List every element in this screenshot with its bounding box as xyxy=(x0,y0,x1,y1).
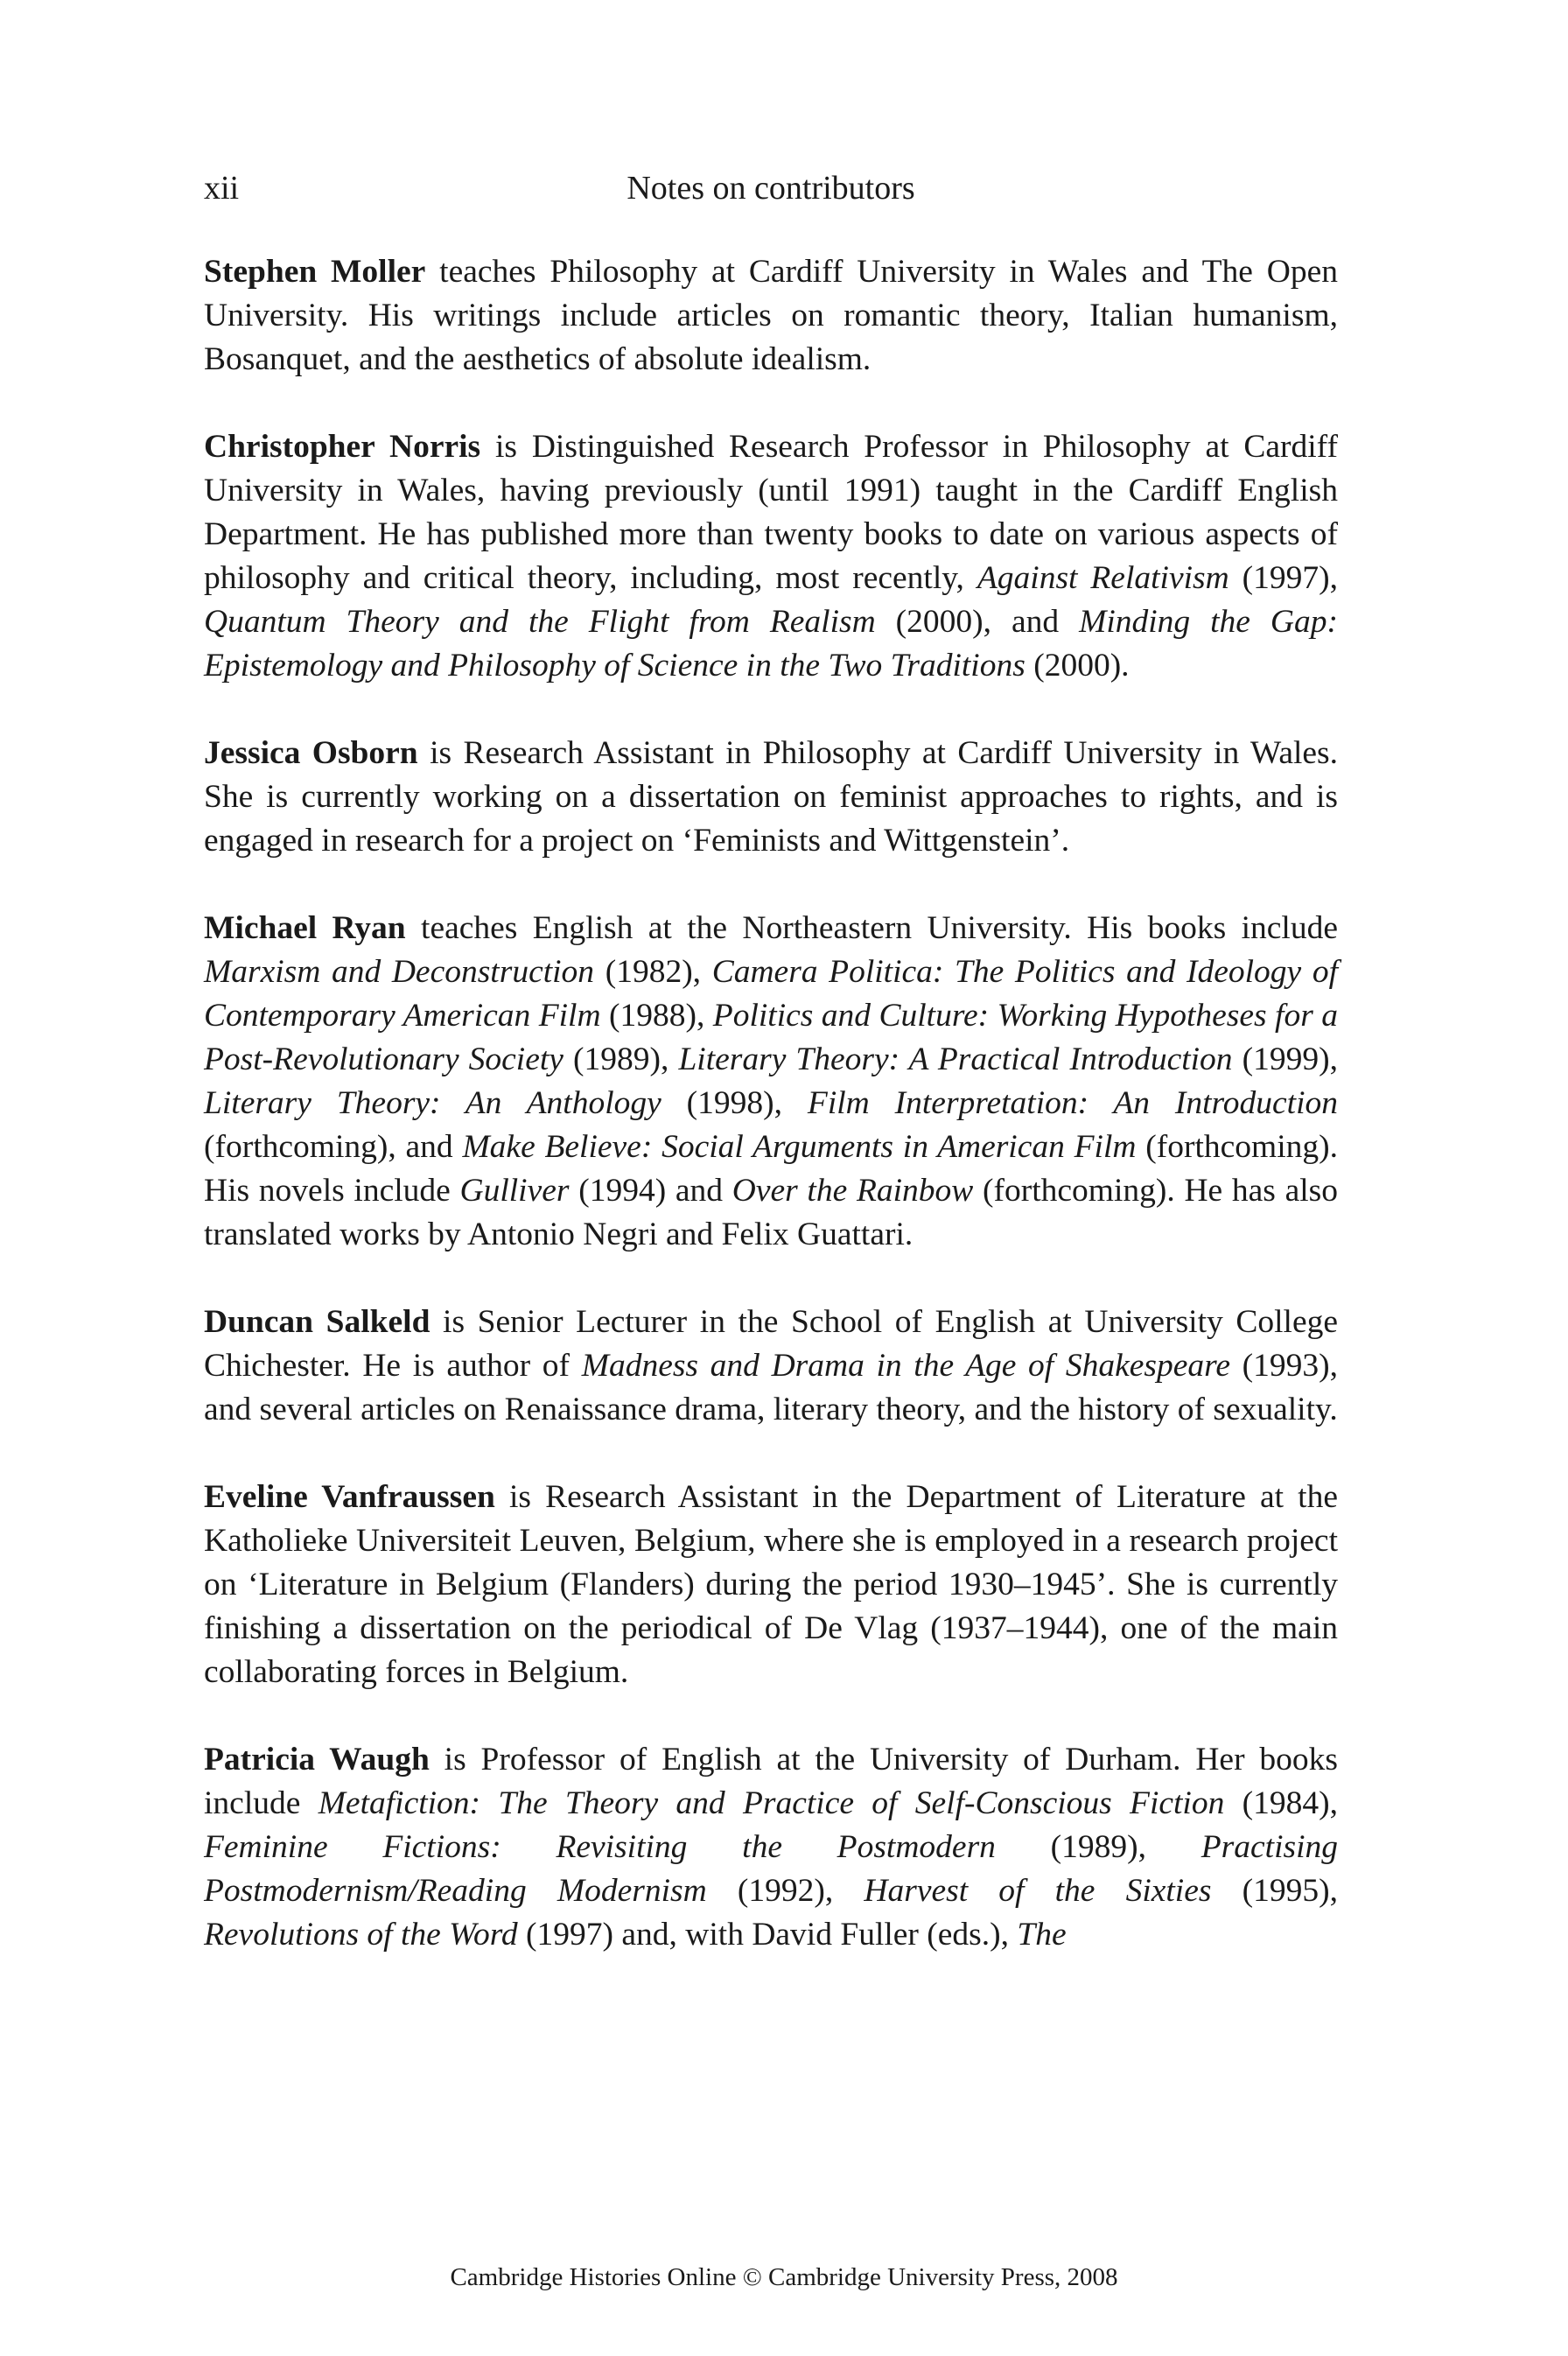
bio-text: (forthcoming), and xyxy=(204,1129,463,1165)
work-title: Minding the Gap: Epistemology and Philosophy of Science in the Two Traditions xyxy=(204,604,1338,684)
contributor-name: Christopher Norris xyxy=(204,429,481,465)
bio-text: (1998), xyxy=(661,1085,808,1121)
contributor-name: Michael Ryan xyxy=(204,910,406,946)
work-title: Gulliver xyxy=(459,1173,570,1209)
bio-text: (1989), xyxy=(995,1829,1201,1865)
work-title: Revolutions of the Word xyxy=(204,1917,518,1953)
bio-text: (1984), xyxy=(1224,1785,1338,1821)
bio-text: (1988), xyxy=(600,998,713,1034)
work-title: Politics and Culture: Working Hypotheses for a Post-Revolutionary Society xyxy=(204,998,1338,1077)
bio-text: (1993), and several articles on Renaissance drama, literary theory, and the history of sexuality. xyxy=(204,1348,1338,1427)
bio-text: (1982), xyxy=(594,954,712,990)
bio-text: (1997) and, with David Fuller (eds.), xyxy=(517,1917,1018,1953)
work-title: Madness and Drama in the Age of Shakespeare xyxy=(581,1348,1230,1384)
contributor-entry xyxy=(204,1476,1338,1694)
bio-text: (1999), xyxy=(1232,1041,1338,1077)
contributor-entry xyxy=(204,250,1338,382)
work-title: Make Believe: Social Arguments in American Film xyxy=(462,1129,1137,1165)
work-title: Camera Politica: The Politics and Ideology of Contemporary American Film xyxy=(204,954,1339,1034)
contributor-entry xyxy=(204,907,1338,1257)
bio-text: (1997), xyxy=(1228,560,1338,596)
bio-text: is Research Assistant in Philosophy at Cardiff University in Wales. She is currently working on a dissertation on feminist approaches to rights, and is engaged in research for a project on ‘Feminists and Wittgenstein’. xyxy=(204,735,1338,859)
contributor-name: Duncan Salkeld xyxy=(204,1304,430,1340)
bio-text: is Senior Lecturer in the School of English at University College Chichester. He is author of xyxy=(204,1304,1338,1384)
running-title: Notes on contributors xyxy=(626,170,915,207)
contributor-entry xyxy=(204,425,1338,688)
work-title: The xyxy=(1017,1917,1067,1953)
work-title: Harvest of the Sixties xyxy=(864,1873,1212,1909)
bio-text: teaches English at the Northeastern University. His books include xyxy=(405,910,1338,946)
bio-text: (1992), xyxy=(706,1873,864,1909)
work-title: Against Relativism xyxy=(976,560,1229,596)
bio-text: is Professor of English at the University of Durham. Her books include xyxy=(204,1742,1338,1821)
bio-text: (forthcoming). His novels include xyxy=(204,1129,1338,1209)
work-title: Film Interpretation: An Introduction xyxy=(807,1085,1338,1121)
bio-text: (1995), xyxy=(1211,1873,1338,1909)
contributor-name: Patricia Waugh xyxy=(204,1742,430,1778)
footer-copyright: Cambridge Histories Online © Cambridge University Press, 2008 xyxy=(450,2263,1118,2291)
work-title: Over the Rainbow xyxy=(732,1173,974,1209)
bio-text: (1989), xyxy=(563,1041,679,1077)
work-title: Quantum Theory and the Flight from Realism xyxy=(204,604,876,640)
contributor-list xyxy=(204,250,1338,2001)
contributor-entry xyxy=(204,1301,1338,1432)
bio-text: (forthcoming). He has also translated works by Antonio Negri and Felix Guattari. xyxy=(204,1173,1338,1252)
work-title: Literary Theory: An Anthology xyxy=(204,1085,662,1121)
bio-text: (1994) and xyxy=(569,1173,732,1209)
running-head xyxy=(204,166,1338,210)
bio-text: teaches Philosophy at Cardiff University in Wales and The Open University. His writings include articles on romantic theory, Italian humanism, Bosanquet, and the aesthetics of absolute idealism. xyxy=(204,254,1338,377)
work-title: Feminine Fictions: Revisiting the Postmodern xyxy=(204,1829,996,1865)
contributor-entry xyxy=(204,1738,1338,1957)
page-number: xii xyxy=(204,170,240,207)
contributor-entry xyxy=(204,732,1338,863)
bio-text: (2000), and xyxy=(875,604,1080,640)
contributor-name: Stephen Moller xyxy=(204,254,426,290)
bio-text: is Research Assistant in the Department of Literature at the Katholieke Universiteit Leuven, Belgium, where she is employed in a research project on ‘Literature in Belgium (Flanders) during the period 1930–1945’. She is currently finishing a dissertation on the periodical of De Vlag (1937–1944), one of the main collaborating forces in Belgium. xyxy=(204,1479,1338,1690)
contributor-name: Jessica Osborn xyxy=(204,735,418,771)
contributor-name: Eveline Vanfraussen xyxy=(204,1479,495,1515)
work-title: Practising Postmodernism/Reading Modernism xyxy=(204,1829,1338,1909)
work-title: Marxism and Deconstruction xyxy=(204,954,595,990)
work-title: Literary Theory: A Practical Introduction xyxy=(678,1041,1233,1077)
work-title: Metafiction: The Theory and Practice of Self-Conscious Fiction xyxy=(318,1785,1225,1821)
bio-text: is Distinguished Research Professor in Philosophy at Cardiff University in Wales, having previously (until 1991) taught in the Cardiff English Department. He has published more than twenty books to date on various aspects of philosophy and critical theory, including, most recently, xyxy=(204,429,1338,596)
bio-text: (2000). xyxy=(1025,648,1130,684)
